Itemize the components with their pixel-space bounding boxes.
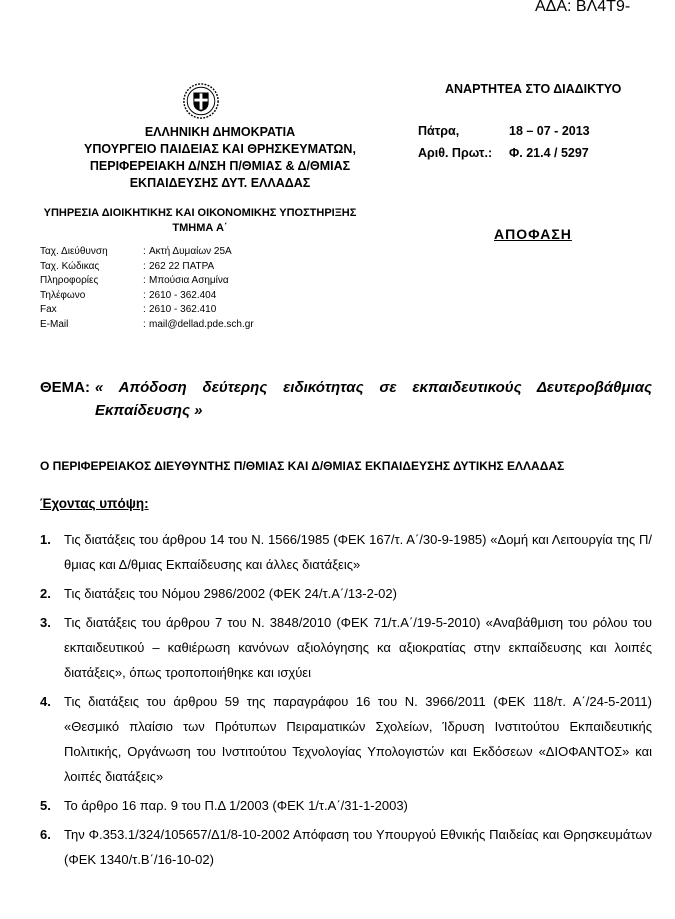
ministry-title: ΥΠΟΥΡΓΕΙΟ ΠΑΙΔΕΙΑΣ ΚΑΙ ΘΡΗΣΚΕΥΜΑΤΩΝ,: [84, 142, 356, 156]
protocol-number: Φ. 21.4 / 5297: [509, 146, 589, 160]
considerations-list: [40, 527, 652, 876]
city-label: Πάτρα,: [418, 124, 460, 138]
service-header: [30, 206, 370, 236]
region-title: ΕΚΠΑΙΔΕΥΣΗΣ ΔΥΤ. ΕΛΛΑΔΑΣ: [129, 176, 311, 190]
item-text: Τις διατάξεις του άρθρου 7 του Ν. 3848/2010 (ΦΕΚ 71/τ.Α΄/19-5-2010) «Αναβάθμιση του ρόλου του εκπαιδευτικού – καθιέρωση κανόνων αξιολόγησης κα αξιοκρατίας στην εκπαίδευσης και λοιπές διατάξεις», όπως τροποποιήθηκε και ισχύει: [64, 615, 652, 680]
republic-title: ΕΛΛΗΝΙΚΗ ΔΗΜΟΚΡΑΤΙΑ: [144, 125, 296, 139]
contact-label: E-Mail: [40, 318, 69, 330]
contact-label: Πληροφορίες: [40, 275, 99, 286]
item-text: Το άρθρο 16 παρ. 9 του Π.Δ 1/2003 (ΦΕΚ 1/τ.Α΄/31-1-2003): [64, 798, 408, 813]
list-item: [40, 689, 652, 789]
item-text: Την Φ.353.1/324/105657/Δ1/8-10-2002 Απόφαση του Υπουργού Εθνικής Παιδείας και Θρησκευμάτων (ΦΕΚ 1340/τ.Β΄/16-10-02): [64, 827, 652, 867]
contact-label: Ταχ. Διεύθυνση: [40, 246, 108, 257]
contact-label: Fax: [40, 304, 57, 315]
contact-value: 2610 - 362.410: [149, 304, 217, 315]
list-item: [40, 610, 652, 685]
list-item: [40, 822, 652, 872]
subject-block: [40, 376, 652, 422]
having-regard-heading: Έχοντας υπόψη:: [40, 496, 149, 511]
decision-title: ΑΠΟΦΑΣΗ: [494, 226, 572, 242]
department-title: ΤΜΗΜΑ Α΄: [172, 222, 228, 234]
contact-value: Μπούσια Ασημίνα: [149, 275, 229, 286]
subject-text: « Απόδοση δεύτερης ειδικότητας σε εκπαιδευτικούς Δευτεροβάθμιας Εκπαίδευσης »: [95, 379, 652, 419]
contact-label: Ταχ. Κώδικας: [40, 260, 100, 272]
contact-email: mail@dellad.pde.sch.gr: [149, 318, 254, 330]
list-item: [40, 527, 652, 577]
service-title: ΥΠΗΡΕΣΙΑ ΔΙΟΙΚΗΤΙΚΗΣ ΚΑΙ ΟΙΚΟΝΟΜΙΚΗΣ ΥΠΟΣΤΗΡΙΞΗΣ: [43, 207, 357, 219]
director-heading: Ο ΠΕΡΙΦΕΡΕΙΑΚΟΣ ΔΙΕΥΘΥΝΤΗΣ Π/ΘΜΙΑΣ ΚΑΙ Δ/ΘΜΙΑΣ ΕΚΠΑΙΔΕΥΣΗΣ ΔΥΤΙΚΗΣ ΕΛΛΑΔΑΣ: [40, 459, 565, 473]
issuer-header: [40, 124, 400, 192]
item-number: 2.: [40, 586, 51, 601]
document-date: 18 – 07 - 2013: [509, 124, 590, 138]
publish-online-note: ΑΝΑΡΤΗΤΕΑ ΣΤΟ ΔΙΑΔΙΚΤΥΟ: [445, 82, 622, 96]
item-text: Τις διατάξεις του άρθρου 59 της παραγράφου 16 του Ν. 3966/2011 (ΦΕΚ 118/τ. Α΄/24-5-2011) «Θεσμικό πλαίσιο των Πρότυπων Πειραματικών Σχολείων, Ίδρυση Ινστιτούτου Εκπαιδευτικής Πολιτικής, Οργάνωση του Ινστιτούτου Τεχνολογίας Υπολογιστών και Εκδόσεων «ΔΙΟΦΑΝΤΟΣ» και λοιπές διατάξεις»: [64, 694, 652, 784]
greek-coat-of-arms-icon: [182, 82, 220, 120]
item-number: 4.: [40, 694, 51, 709]
contact-label: Τηλέφωνο: [40, 289, 86, 301]
contact-value: 262 22 ΠΑΤΡΑ: [149, 260, 215, 272]
ada-code: ΑΔΑ: ΒΛ4Τ9-: [535, 0, 631, 15]
list-item: [40, 581, 652, 606]
subject-label: ΘΕΜΑ:: [40, 379, 90, 396]
item-number: 5.: [40, 798, 51, 813]
contact-value: 2610 - 362.404: [149, 289, 217, 301]
directorate-title: ΠΕΡΙΦΕΡΕΙΑΚΗ Δ/ΝΣΗ Π/ΘΜΙΑΣ & Δ/ΘΜΙΑΣ: [89, 159, 351, 173]
protocol-label: Αριθ. Πρωτ.:: [418, 146, 493, 160]
item-number: 6.: [40, 827, 51, 842]
item-number: 3.: [40, 615, 51, 630]
item-text: Τις διατάξεις του άρθρου 14 του Ν. 1566/1985 (ΦΕΚ 167/τ. Α΄/30-9-1985) «Δομή και Λειτουργία της Π/θμιας και Δ/θμιας Εκπαίδευσης και άλλες διατάξεις»: [64, 532, 652, 572]
contact-value: Ακτή Δυμαίων 25Α: [149, 246, 232, 257]
item-text: Τις διατάξεις του Νόμου 2986/2002 (ΦΕΚ 24/τ.Α΄/13-2-02): [64, 586, 397, 601]
list-item: [40, 793, 652, 818]
item-number: 1.: [40, 532, 51, 547]
